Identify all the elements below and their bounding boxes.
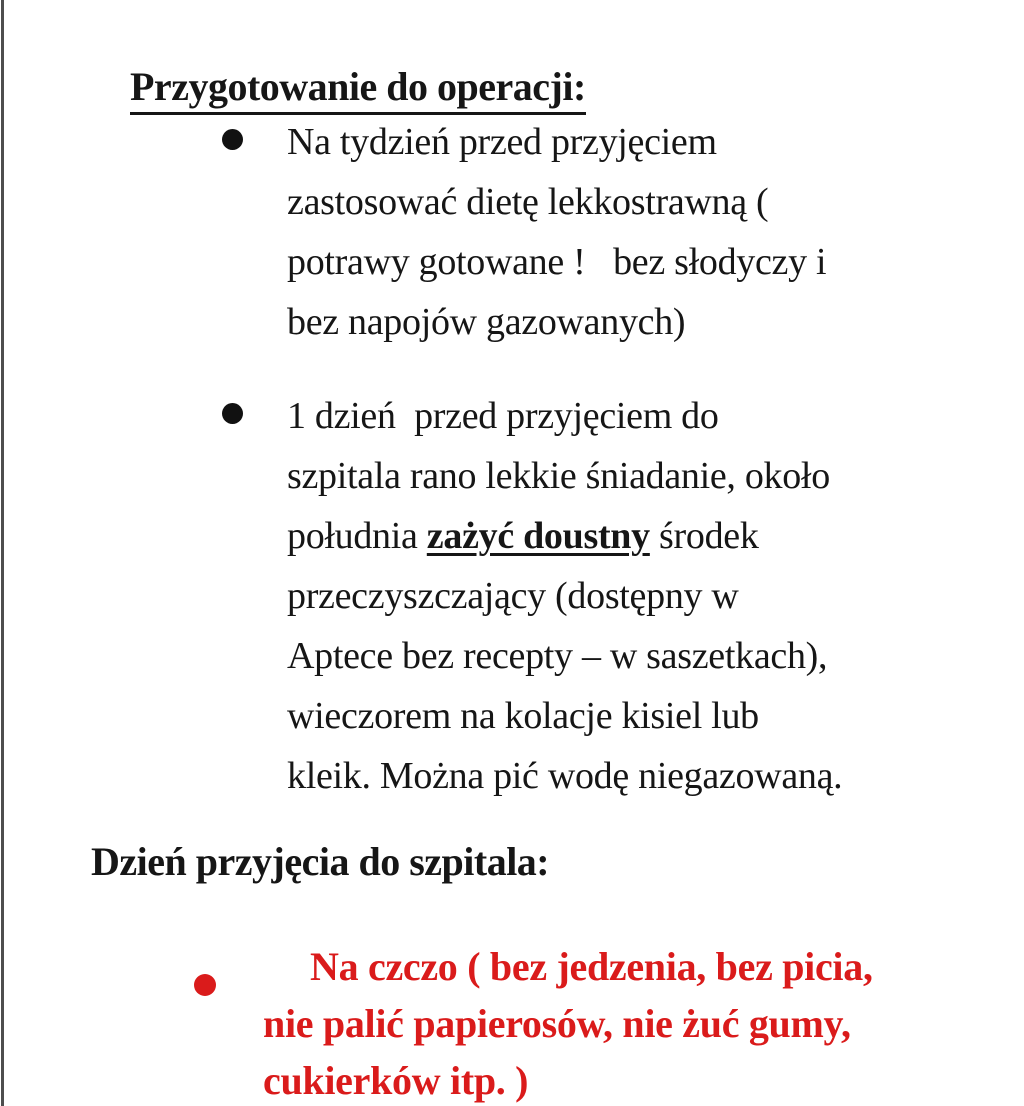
line-text: środek — [649, 515, 759, 557]
heading-text: Przygotowanie do operacji: — [130, 64, 586, 115]
list-item — [0, 386, 1024, 806]
list-item-line: 1 dzień przed przyjęciem do — [287, 395, 719, 437]
list-item-line: cukierków itp. ) — [263, 1058, 529, 1103]
list-item-line — [0, 506, 1024, 566]
list-item-line: szpitala rano lekkie śniadanie, około — [287, 455, 830, 497]
bullet-icon — [222, 403, 243, 424]
list-item — [0, 112, 1024, 352]
list-item-line: zastosować dietę lekkostrawną ( — [287, 181, 769, 223]
list-item-line: Na tydzień przed przyjęciem — [287, 121, 717, 163]
list-item-warning — [0, 938, 1024, 1106]
line-text: południa — [287, 515, 427, 557]
emphasized-text: zażyć doustny — [426, 515, 650, 557]
section-heading-admission-day: Dzień przyjęcia do szpitala: — [91, 839, 550, 884]
list-item-line: bez napojów gazowanych) — [287, 301, 686, 343]
list-item-line: potrawy gotowane ! bez słodyczy i — [287, 241, 827, 283]
list-item-line: wieczorem na kolacje kisiel lub — [287, 695, 759, 737]
list-item-line: przeczyszczający (dostępny w — [287, 575, 739, 617]
list-item-line: Aptece bez recepty – w saszetkach), — [287, 635, 828, 677]
bullet-icon — [222, 129, 243, 150]
list-item-line: nie palić papierosów, nie żuć gumy, — [263, 1001, 851, 1046]
list-item-line: Na czczo ( bez jedzenia, bez picia, — [310, 944, 873, 989]
bullet-icon — [194, 974, 216, 996]
list-item-line: kleik. Można pić wodę niegazowaną. — [287, 755, 843, 797]
